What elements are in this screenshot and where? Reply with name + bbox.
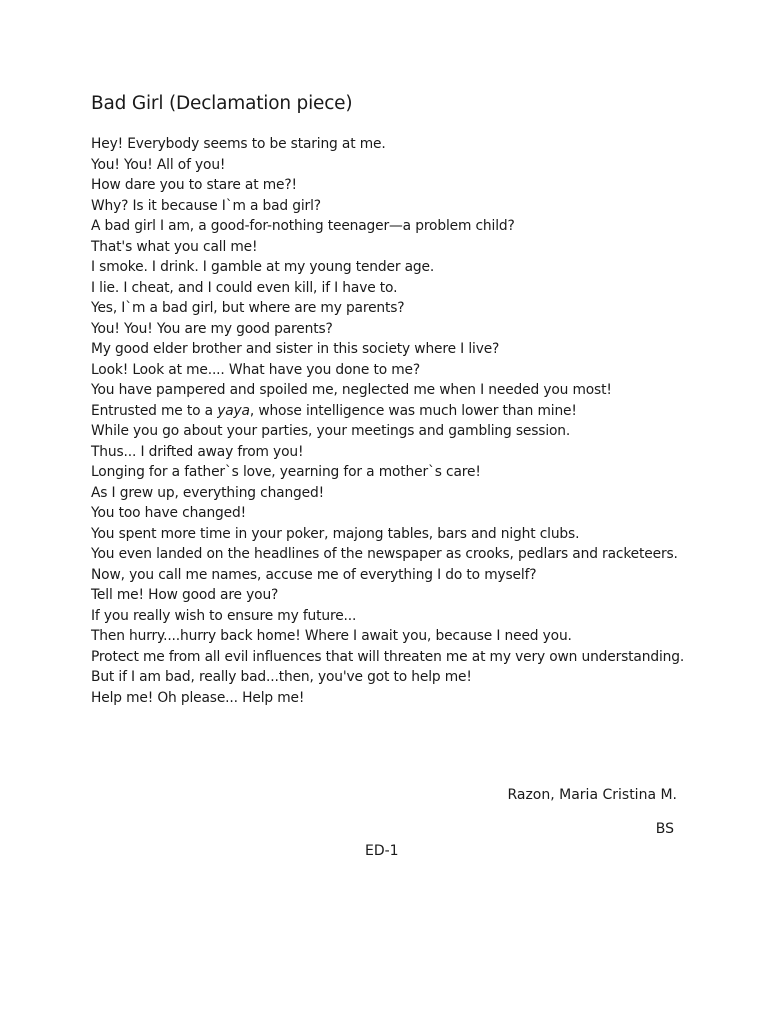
poem-line: Tell me! How good are you? (91, 587, 279, 603)
course-label-bs: BS (655, 821, 674, 837)
italic-word: yaya (217, 402, 250, 419)
poem-line: My good elder brother and sister in this society where I live? (91, 341, 500, 357)
poem-line: That's what you call me! (91, 238, 258, 255)
poem-body (91, 134, 731, 708)
poem-line-end: , whose intelligence was much lower than mine! (249, 402, 577, 419)
poem-line: Longing for a father`s love, yearning for a mother`s care! (91, 464, 481, 480)
course-label-ed: ED-1 (365, 843, 399, 859)
poem-line: While you go about your parties, your meetings and gambling session. (91, 423, 571, 439)
poem-line (91, 401, 731, 422)
poem-line: Hey! Everybody seems to be staring at me. (91, 136, 386, 152)
poem-line: You even landed on the headlines of the newspaper as crooks, pedlars and racketeers. (91, 546, 678, 562)
poem-line: You too have changed! (91, 505, 246, 521)
poem-line: But if I am bad, really bad...then, you've got to help me! (91, 669, 472, 685)
poem-line: Help me! Oh please... Help me! (91, 689, 305, 706)
poem-line: Now, you call me names, accuse me of everything I do to myself? (91, 566, 537, 583)
poem-line: I lie. I cheat, and I could even kill, if I have to. (91, 279, 398, 296)
poem-line: Protect me from all evil influences that will threaten me at my very own understanding. (91, 648, 685, 665)
poem-line: You! You! You are my good parents? (91, 320, 333, 337)
document-title: Bad Girl (Declamation piece) (91, 93, 353, 114)
poem-line: Thus... I drifted away from you! (91, 443, 304, 460)
poem-line: You have pampered and spoiled me, neglected me when I needed you most! (91, 382, 612, 398)
poem-line: Yes, I`m a bad girl, but where are my parents? (91, 300, 405, 316)
poem-line: You! You! All of you! (91, 156, 226, 173)
poem-line: If you really wish to ensure my future... (91, 607, 357, 624)
poem-line: How dare you to stare at me?! (91, 177, 297, 193)
poem-line: I smoke. I drink. I gamble at my young tender age. (91, 259, 435, 275)
poem-line: Look! Look at me.... What have you done to me? (91, 361, 421, 378)
author-name: Razon, Maria Cristina M. (507, 787, 677, 803)
poem-line: Why? Is it because I`m a bad girl? (91, 197, 321, 214)
poem-line-start: Entrusted me to a (91, 402, 218, 419)
poem-line: A bad girl I am, a good-for-nothing teenager—a problem child? (91, 218, 515, 234)
poem-line: Then hurry....hurry back home! Where I await you, because I need you. (91, 628, 572, 644)
poem-line: You spent more time in your poker, majong tables, bars and night clubs. (91, 525, 580, 542)
poem-line: As I grew up, everything changed! (91, 484, 324, 501)
